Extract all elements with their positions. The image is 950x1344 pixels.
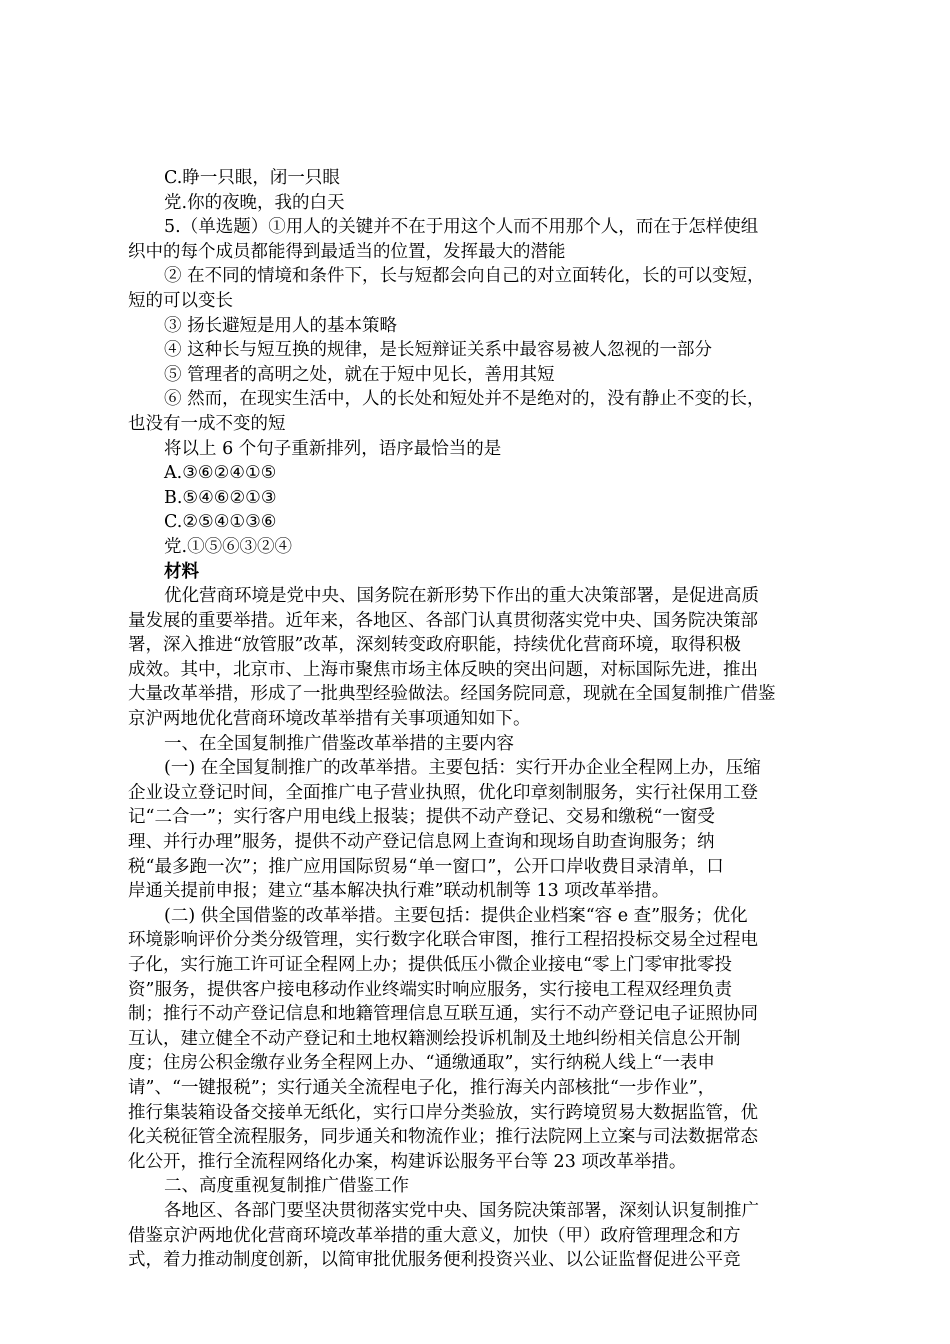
material-p1-line4: 成效。其中，北京市、上海市聚焦市场主体反映的突出问题，对标国际先进，推出 [128,659,758,680]
material-p3-line7: 度；住房公积金缴存业务全程网上办、“通缴通取”，实行纳税人线上“一表申 [128,1053,715,1074]
material-p2-line3: 记“二合一”；实行客户用电线上报装；提供不动产登记、交易和缴税“一窗受 [128,807,715,828]
q5-sentence-4: ④ 这种长与短互换的规律，是长短辩证关系中最容易被人忽视的一部分 [164,340,713,361]
material-p3-line5: 制；推行不动产登记信息和地籍管理信息互联互通，实行不动产登记电子证照协同 [128,1004,758,1025]
material-p4-line1: 各地区、各部门要坚决贯彻落实党中央、国务院决策部署，深刻认识复制推广 [164,1200,759,1221]
material-heading-2: 二、高度重视复制推广借鉴工作 [164,1176,409,1197]
q5-sentence-6-line1: ⑥ 然而，在现实生活中，人的长处和短处并不是绝对的，没有静止不变的长， [164,389,765,410]
material-p1-line1: 优化营商环境是党中央、国务院在新形势下作出的重大决策部署，是促进高质 [164,586,759,607]
q4-option-c: C.睁一只眼，闭一只眼 [164,168,340,188]
material-p2-line2: 企业设立登记时间，全面推广电子营业执照，优化印章刻制服务，实行社保用工登 [128,782,758,803]
material-p3-line8: 请”、“一键报税”；实行通关全流程电子化，推行海关内部核批“一步作业”， [128,1077,716,1098]
material-p4-line2: 借鉴京沪两地优化营商环境改革举措的重大意义，加快（甲）政府管理理念和方 [128,1225,741,1246]
material-p3-line10: 化关税征管全流程服务，同步通关和物流作业；推行法院网上立案与司法数据常态 [128,1127,758,1148]
q5-option-b: B.⑤④⑥②①③ [164,487,277,508]
q5-sentence-2-line1: ② 在不同的情境和条件下，长与短都会向自己的对立面转化，长的可以变短， [164,266,765,287]
material-p1-line2: 量发展的重要举措。近年来，各地区、各部门认真贯彻落实党中央、国务院决策部 [128,610,758,631]
material-p2-line5: 税“最多跑一次”；推广应用国际贸易“单一窗口”，公开口岸收费目录清单，口 [128,856,724,877]
material-p3-line4: 资”服务，提供客户接电移动作业终端实时响应服务，实行接电工程双经理负责 [128,979,732,1000]
q5-option-a: A.③⑥②④①⑤ [164,463,277,484]
material-heading-1: 一、在全国复制推广借鉴改革举措的主要内容 [164,733,514,754]
q5-option-c: C.②⑤④①③⑥ [164,512,277,533]
q5-option-d: 党.①⑤⑥③②④ [164,536,293,557]
q5-sentence-2-line2: 短的可以变长 [128,290,233,311]
material-p3-line1: (二) 供全国借鉴的改革举措。主要包括：提供企业档案“容 e 查”服务；优化 [164,905,748,926]
q5-sentence-6-line2: 也没有一成不变的短 [128,413,286,434]
material-p3-line2: 环境影响评价分类分级管理，实行数字化联合审图，推行工程招投标交易全过程电 [128,930,758,951]
q5-sentence-3: ③ 扬长避短是用人的基本策略 [164,315,398,336]
material-p3-line3: 子化，实行施工许可证全程网上办；提供低压小微企业接电“零上门零审批零投 [128,955,732,975]
material-heading: 材料 [164,561,199,582]
material-p3-line11: 化公开，推行全流程网络化办案，构建诉讼服务平台等 23 项改革举措。 [128,1151,687,1172]
q5-sentence-5: ⑤ 管理者的高明之处，就在于短中见长，善用其短 [164,364,555,385]
q4-option-d: 党.你的夜晚，我的白天 [164,192,345,213]
material-p1-line6: 京沪两地优化营商环境改革举措有关事项通知如下。 [128,709,531,730]
material-p3-line9: 推行集装箱设备交接单无纸化，实行口岸分类验放，实行跨境贸易大数据监管，优 [128,1102,758,1123]
material-p2-line6: 岸通关提前申报；建立“基本解决执行难”联动机制等 13 项改革举措。 [128,881,670,902]
q5-prompt: 将以上 6 个句子重新排列，语序最恰当的是 [164,438,502,459]
q5-stem-line2: 织中的每个成员都能得到最适当的位置，发挥最大的潜能 [128,241,566,262]
material-p4-line3: 式，着力推动制度创新，以简审批优服务便利投资兴业、以公证监督促进公平竞 [128,1250,741,1271]
material-p1-line3: 署，深入推进“放管服”改革，深刻转变政府职能，持续优化营商环境，取得积极 [128,635,741,656]
q5-stem-line1: 5.（单选题）①用人的关键并不在于用这个人而不用那个人，而在于怎样使组 [164,217,759,238]
material-p2-line4: 理、并行办理”服务，提供不动产登记信息网上查询和现场自助查询服务；纳 [128,832,715,853]
material-p1-line5: 大量改革举措，形成了一批典型经验做法。经国务院同意，现就在全国复制推广借鉴 [128,684,776,705]
document-page [128,166,822,1273]
material-p3-line6: 互认，建立健全不动产登记和土地权籍测绘投诉机制及土地纠纷相关信息公开制 [128,1028,741,1049]
material-p2-line1: (一) 在全国复制推广的改革举措。主要包括：实行开办企业全程网上办，压缩 [164,758,761,779]
